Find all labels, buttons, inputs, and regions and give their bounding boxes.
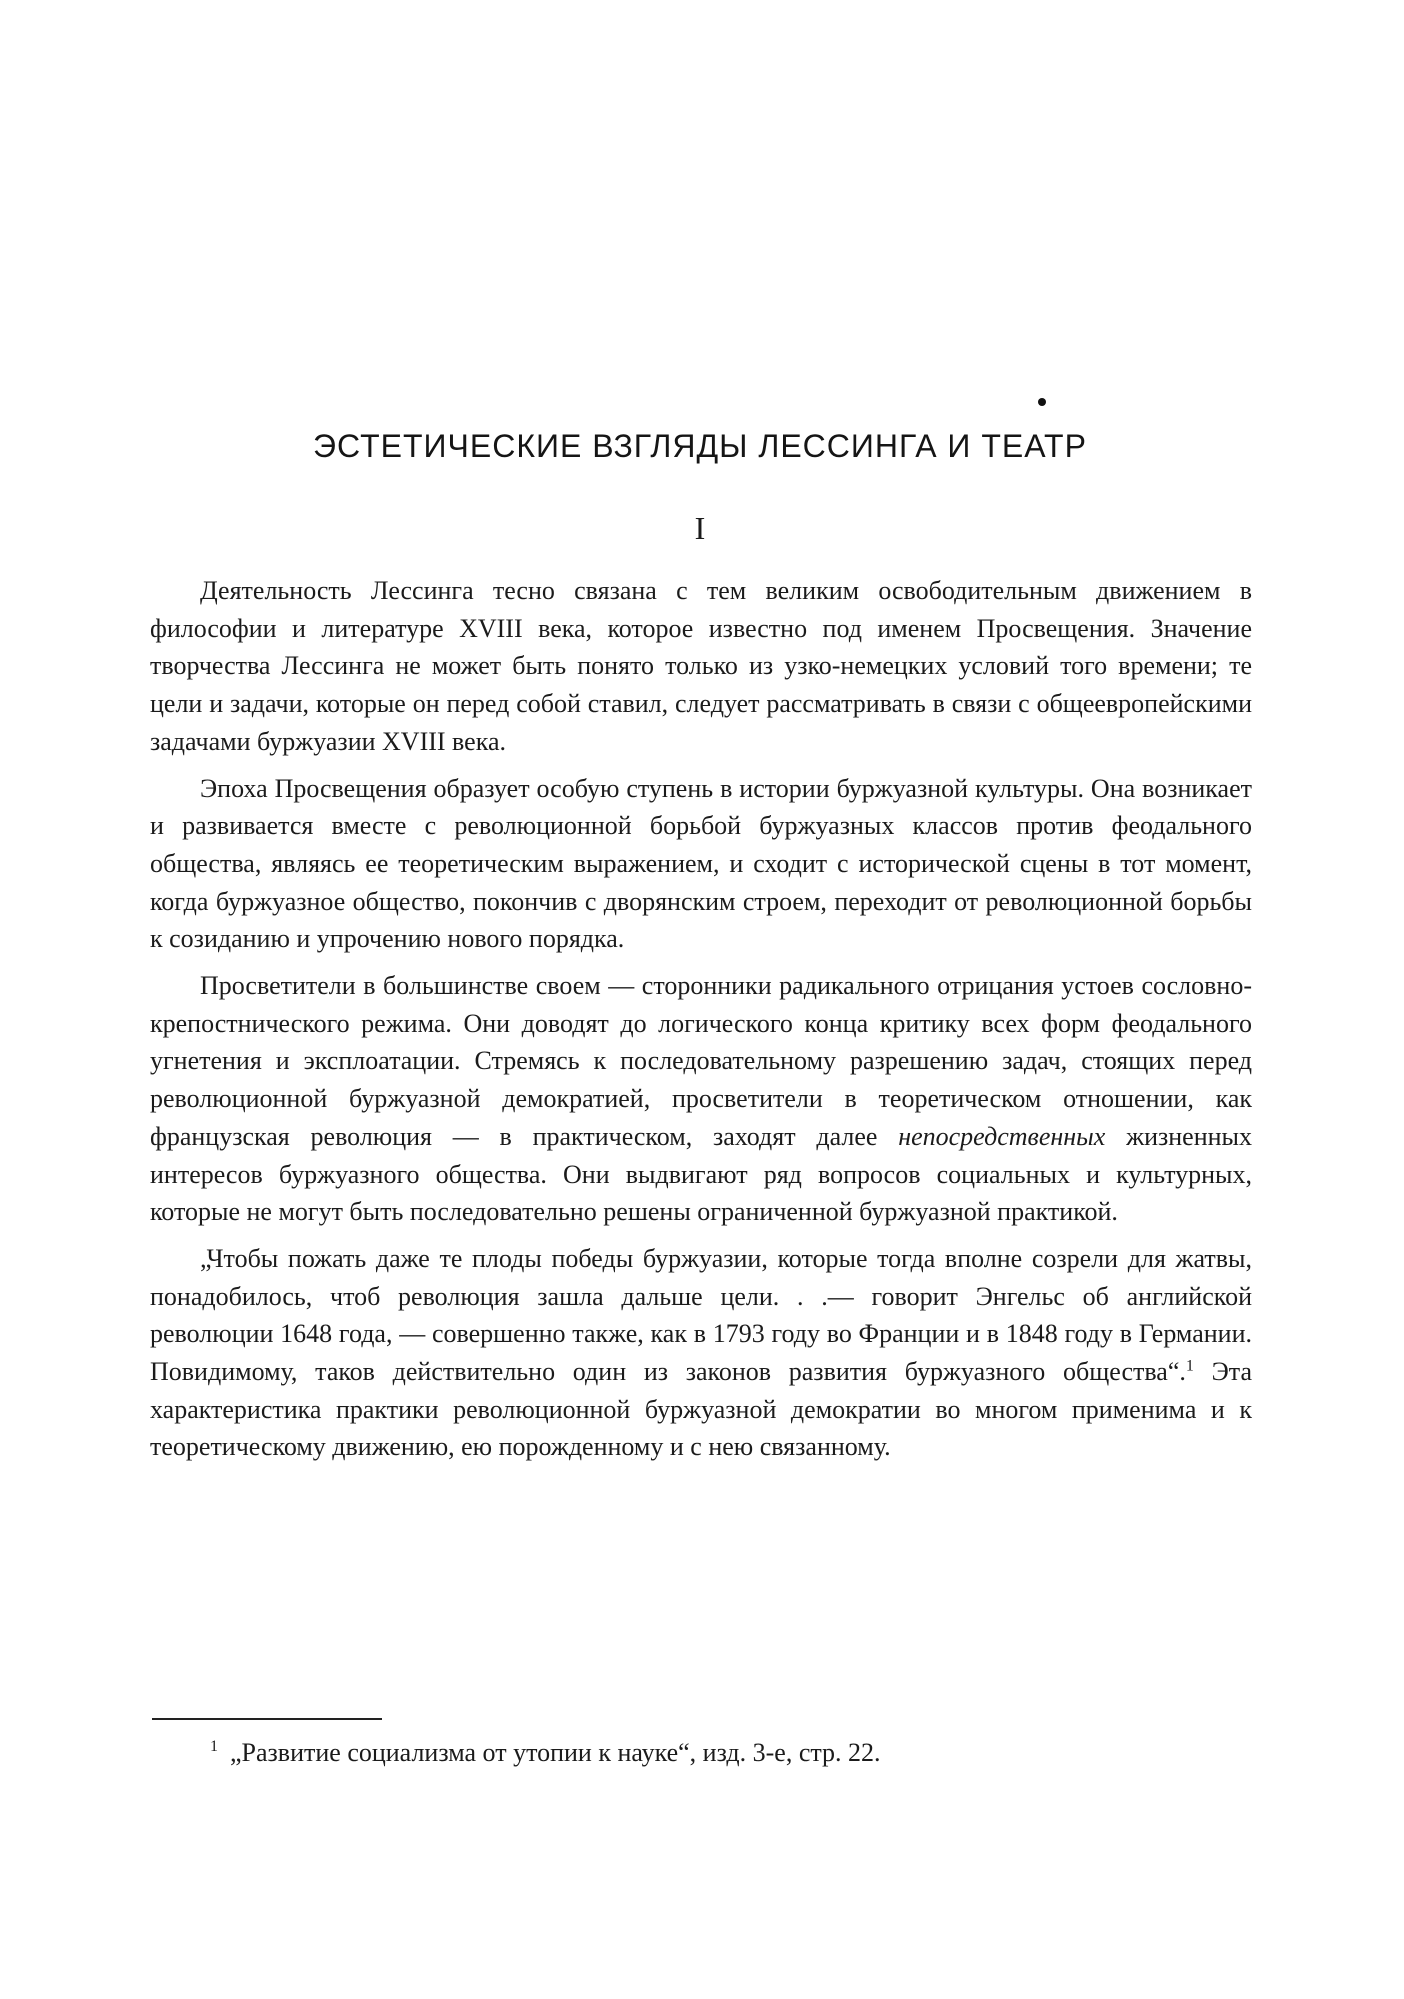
footnote-text: „Развитие социализма от утопии к науке“, изд. 3-е, стр. 22.: [230, 1738, 881, 1767]
paragraph-4: [150, 1240, 1252, 1466]
paragraph-4-part-b: Эта характеристика практики революционной буржуазной демократии во многом применима и к теоретическому движению, ею порожденному и с нею связанному.: [150, 1357, 1252, 1462]
paragraph-4-quote: „Чтобы пожать даже те плоды победы буржуазии, которые тогда вполне созрели для жатвы, понадобилось, чтоб революция зашла дальше цели. . .— говорит Энгельс об английской революции 1648 года, — совершенно также, как в 1793 году во Франции и в 1848 году в Германии. Повидимому, таков действительно один из законов развития буржуазного общества“.: [150, 1243, 1252, 1387]
footnote: [210, 1736, 1210, 1770]
ink-dot: [1038, 398, 1046, 406]
paragraph-3: [150, 967, 1252, 1231]
body-text: [150, 572, 1252, 1475]
paragraph-3-part-b: жизненных интересов буржуазного общества. Они выдвигают ряд вопросов социальных и культурных, которые не могут быть последовательно решены ограниченной буржуазной практикой.: [150, 1121, 1253, 1227]
paragraph-3-italic: непосредственных: [898, 1121, 1106, 1151]
footnote-mark: 1: [210, 1738, 218, 1756]
section-number: I: [694, 510, 706, 546]
footnote-reference: 1: [1185, 1357, 1194, 1375]
paragraph-3-part-a: Просветители в большинстве своем — сторонники радикального отрицания устоев сословно-крепостнического режима. Они доводят до логического конца критику всех форм феодального угнетения и эксплоатации. Стремясь к последовательному разрешению задач, стоящих перед революционной буржуазной демократией, просветители в теоретическом отношении, как французская революция — в практическом, заходят далее: [150, 971, 1252, 1151]
paragraph-1: Деятельность Лессинга тесно связана с тем великим освободительным движением в философии и литературе XVIII века, которое известно под именем Просвещения. Значение творчества Лессинга не может быть понято только из узко-немецких условий того времени; те цели и задачи, которые он перед собой ставил, следует рассматривать в связи с общеевропейскими задачами буржуазии XVIII века.: [150, 576, 1252, 756]
footnote-divider: [152, 1718, 382, 1720]
chapter-title: ЭСТЕТИЧЕСКИЕ ВЗГЛЯДЫ ЛЕССИНГА И ТЕАТР: [313, 428, 1087, 464]
paragraph-2: Эпоха Просвещения образует особую ступень в истории буржуазной культуры. Она возникает и развивается вместе с революционной борьбой буржуазных классов против феодального общества, являясь ее теоретическим выражением, и сходит с исторической сцены в тот момент, когда буржуазное общество, покончив с дворянским строем, переходит от революционной борьбы к созиданию и упрочению нового порядка.: [150, 773, 1252, 954]
